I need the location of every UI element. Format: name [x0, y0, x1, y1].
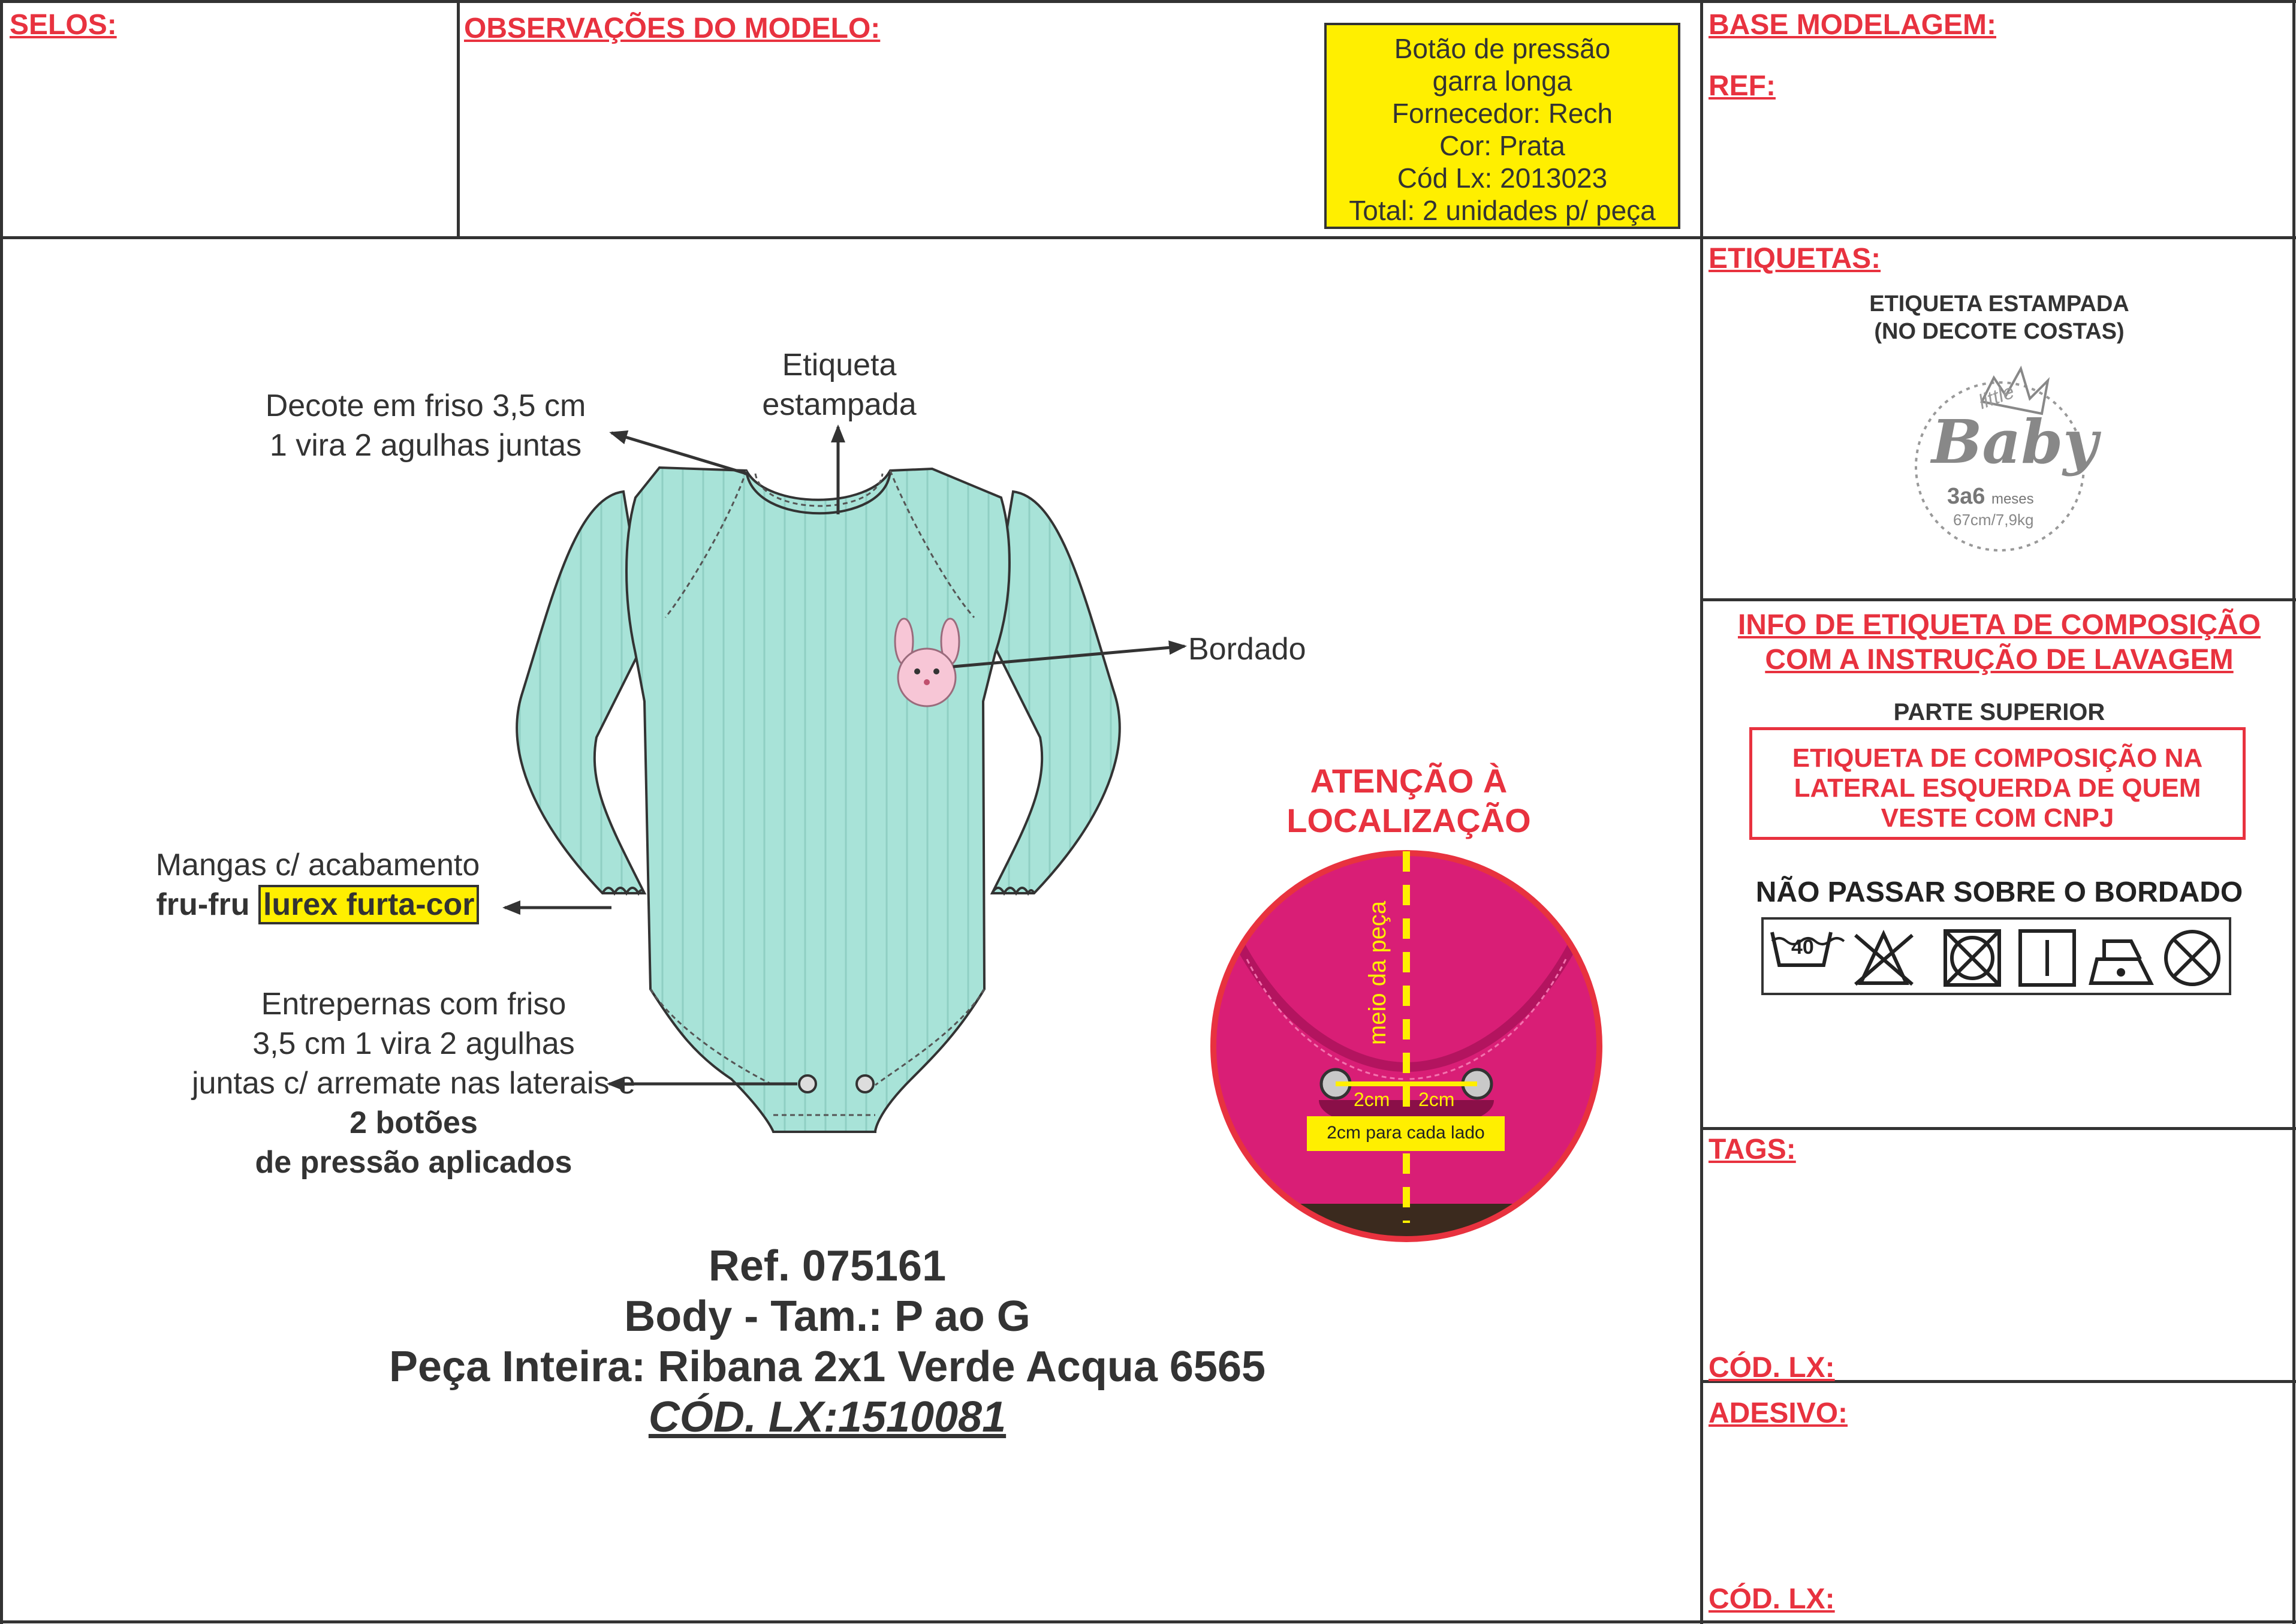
ref-heading: REF: [1709, 70, 1776, 102]
base-modelagem-heading: BASE MODELAGEM: [1709, 9, 1996, 41]
product-name: Body - Tam.: P ao G [624, 1292, 1031, 1340]
comp-box-line1: ETIQUETA DE COMPOSIÇÃO NA [1792, 743, 2203, 773]
mangas-highlight: lurex furta-cor [258, 885, 480, 924]
mangas-line1: Mangas c/ acabamento [155, 848, 480, 882]
button-note-line: Botão de pressão [1394, 33, 1611, 64]
body-garment-illustration [517, 468, 1119, 1132]
line-dry-icon [2020, 931, 2074, 985]
entrepernas-line3: juntas c/ arremate nas laterais e [192, 1066, 635, 1101]
no-dry-clean-icon [2166, 932, 2219, 984]
snap-button [857, 1075, 873, 1092]
observacoes-heading: OBSERVAÇÕES DO MODELO: [464, 13, 881, 44]
entrepernas-line1: Entrepernas com friso [261, 987, 567, 1022]
center-label: meio da peça [1364, 900, 1391, 1045]
etiqueta-line1: Etiqueta [782, 348, 897, 382]
adesivo-heading: ADESIVO: [1709, 1397, 1848, 1429]
logo-meses: meses [1991, 491, 2034, 507]
bordado-callout: Bordado [1188, 632, 1306, 667]
comp-box-line2: LATERAL ESQUERDA DE QUEM [1794, 773, 2201, 803]
attention-line2: LOCALIZAÇÃO [1286, 802, 1531, 839]
embroidery-warning: NÃO PASSAR SOBRE O BORDADO [1755, 876, 2243, 908]
logo-baby-text: Baby [1932, 406, 2098, 477]
button-note-line: Cód Lx: 2013023 [1397, 162, 1608, 194]
adesivo-cod-lx: CÓD. LX: [1709, 1583, 1835, 1615]
mangas-bold: fru-fru [156, 887, 250, 922]
attention-line1: ATENÇÃO À [1310, 762, 1508, 800]
etiqueta-line2: estampada [762, 387, 917, 422]
snap-button [799, 1075, 816, 1092]
no-tumble-dry-icon [1945, 931, 1999, 985]
logo-measure-text: 67cm/7,9kg [1953, 511, 2034, 529]
measure-right-label: 2cm [1418, 1089, 1455, 1110]
entrepernas-line5: de pressão aplicados [255, 1145, 573, 1180]
decote-line2: 1 vira 2 agulhas juntas [269, 428, 582, 463]
tags-cod-lx: CÓD. LX: [1709, 1352, 1835, 1384]
care-symbols [1762, 918, 2230, 994]
parte-superior-label: PARTE SUPERIOR [1893, 699, 2105, 725]
button-note-line: garra longa [1432, 65, 1572, 97]
decote-line1: Decote em friso 3,5 cm [265, 388, 586, 423]
tags-heading: TAGS: [1709, 1134, 1796, 1165]
no-bleach-icon [1855, 934, 1912, 984]
comp-box-line3: VESTE COM CNPJ [1881, 803, 2114, 833]
button-note-line: Cor: Prata [1439, 130, 1565, 161]
iron-low-icon [2091, 941, 2151, 983]
info-comp-line1: INFO DE ETIQUETA DE COMPOSIÇÃO [1737, 609, 2261, 641]
logo-size-text [1947, 483, 2034, 513]
product-fabric: Peça Inteira: Ribana 2x1 Verde Acqua 6565 [388, 1343, 1266, 1391]
logo-little-text: little [1975, 379, 2018, 414]
info-comp-line2: COM A INSTRUÇÃO DE LAVAGEM [1765, 644, 2234, 676]
product-cod: CÓD. LX:1510081 [648, 1393, 1007, 1441]
label-title-line2: (NO DECOTE COSTAS) [1874, 319, 2125, 344]
entrepernas-line2: 3,5 cm 1 vira 2 agulhas [252, 1026, 575, 1061]
label-title-line1: ETIQUETA ESTAMPADA [1869, 291, 2129, 317]
measure-caption: 2cm para cada lado [1327, 1123, 1485, 1143]
garment-torso [626, 468, 1010, 1132]
measure-left-label: 2cm [1354, 1089, 1390, 1110]
button-note-line: Total: 2 unidades p/ peça [1349, 195, 1656, 226]
wash-temp-label: 40 [1791, 936, 1814, 959]
placement-detail-circle [1213, 851, 1599, 1252]
entrepernas-line4: 2 botões [349, 1105, 478, 1140]
button-note-line: Fornecedor: Rech [1391, 98, 1613, 129]
etiquetas-heading: ETIQUETAS: [1709, 243, 1881, 275]
selos-heading: SELOS: [10, 9, 117, 41]
product-ref: Ref. 075161 [708, 1242, 947, 1290]
logo-size: 3a6 [1947, 484, 1985, 509]
